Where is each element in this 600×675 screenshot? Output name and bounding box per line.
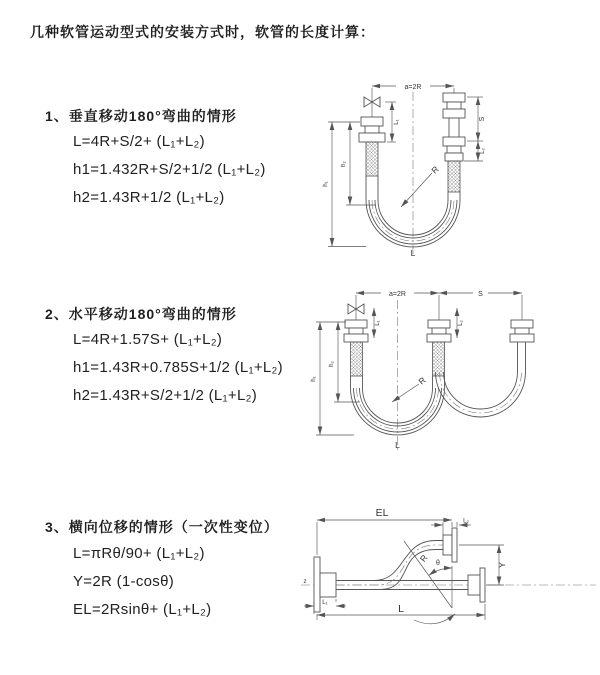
left-fitting [344,320,368,342]
dim-s [439,289,522,298]
dim-l1 [385,102,400,142]
dim-label-l1: L₁ [374,320,381,326]
dim-label-r: R [429,164,441,176]
dim-label-theta: θ [436,560,440,567]
section-2-formula-L: L=4R+1.57S+ (L₁+L₂) [73,331,223,348]
section-1-formula-L: L=4R+S/2+ (L₁+L₂) [73,133,205,150]
dim-label-l1: L₁ [322,599,328,606]
end-mark: z [303,578,307,585]
diagram-vertical-180-bend [312,72,597,257]
section-1-heading: 1、垂直移动180°弯曲的情形 [45,108,237,124]
radius-leader [401,164,441,207]
diagram-lateral-displacement [298,496,600,651]
diagram-horizontal-180-bend [308,280,600,460]
section-2-formula-h2: h2=1.43R+S/2+1/2 (L₁+L₂) [73,387,258,404]
dim-s [467,97,486,141]
dim-label-r: R [416,374,428,387]
section-1-formula-h1: h1=1.432R+S/2+1/2 (L₁+L₂) [73,161,266,178]
valve-icon [348,295,364,320]
dim-label-l1: L₁ [393,119,400,125]
dim-label-l2: L₂ [457,320,464,326]
dim-l2 [464,141,486,161]
dim-el [317,507,452,555]
section-3-heading: 3、横向位移的情形（一次性变位） [45,519,279,535]
dim-l2 [457,308,464,338]
right-braid-section [448,161,460,192]
dim-l1 [374,308,381,338]
section-3-formula-Y: Y=2R (1-cosθ) [73,573,175,590]
dim-span-2r [372,82,454,94]
middle-fitting [427,320,451,342]
dim-label-a2r: a=2R [404,83,422,91]
section-2-heading: 2、水平移动180°弯曲的情形 [45,306,237,322]
dim-l [317,603,485,620]
left-fitting [359,117,385,142]
section-1-formula-h2: h2=1.43R+1/2 (L₁+L₂) [73,189,225,206]
dim-label-h1: h₁ [322,181,329,187]
swing-arrow [414,614,455,624]
dim-label-l: L [398,603,404,615]
dim-label-a2r: a=2R [389,290,406,298]
dim-label-l2: L₂ [479,148,486,154]
dim-label-l: L [410,248,416,258]
hose-u-bend-right [436,372,526,417]
dim-label-h1: h₁ [310,376,317,382]
page-title: 几种软管运动型式的安装方式时，软管的长度计算： [30,24,375,40]
right-fitting [510,320,534,342]
dim-label-el: EL [375,507,389,519]
dim-label-h2: h₂ [340,161,347,167]
displaced-hose [336,541,443,590]
dim-label-r: R [417,552,430,564]
middle-braid-section [433,342,445,376]
section-3-formula-L: L=πRθ/90+ (L₁+L₂) [73,545,205,562]
dim-label-h2: h₂ [328,361,335,367]
left-braid-section [351,342,363,376]
dim-label-s: S [478,290,483,298]
dim-label-s: S [479,116,486,122]
dim-label-l2: L₂ [463,517,469,525]
dim-label-l: L [395,440,400,450]
left-braid-section [366,142,378,176]
right-fitting [443,93,465,161]
raised-flange [443,528,457,562]
dim-l1 [304,599,346,614]
section-2-formula-h1: h1=1.43R+0.785S+1/2 (L₁+L₂) [73,359,283,376]
section-3-formula-EL: EL=2Rsinθ+ (L₁+L₂) [73,601,212,618]
dim-label-y: Y [497,562,507,568]
valve-icon [364,88,380,117]
